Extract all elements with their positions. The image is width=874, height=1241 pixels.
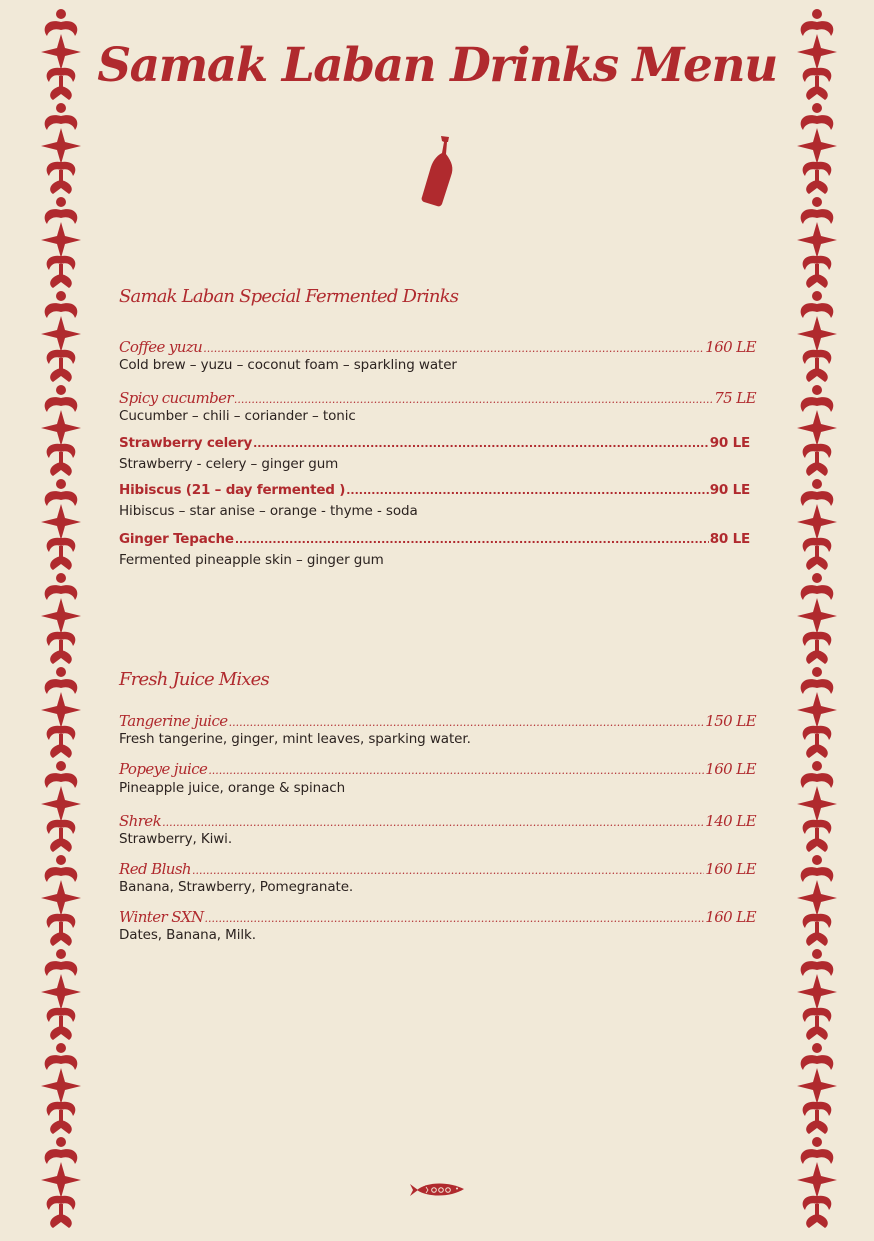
dot-leader <box>229 716 705 729</box>
item-price: 90 LE <box>709 482 750 498</box>
item-name: Shrek <box>119 812 162 830</box>
dot-leader <box>203 342 704 355</box>
section-title-fermented: Samak Laban Special Fermented Drinks <box>119 286 459 307</box>
dot-leader <box>346 484 708 497</box>
item-name: Tangerine juice <box>119 712 228 730</box>
menu-item <box>119 860 756 896</box>
item-name: Ginger Tepache <box>119 531 234 547</box>
item-description: Dates, Banana, Milk. <box>119 927 256 943</box>
item-description: Strawberry - celery – ginger gum <box>119 456 339 472</box>
dot-leader <box>205 912 705 925</box>
item-price: 160 LE <box>705 908 756 926</box>
menu-item <box>119 531 750 569</box>
item-price: 75 LE <box>714 389 756 407</box>
item-description: Fresh tangerine, ginger, mint leaves, sparking water. <box>119 731 471 747</box>
menu-title: Samak Laban Drinks Menu <box>97 38 777 93</box>
item-description: Pineapple juice, orange & spinach <box>119 780 346 796</box>
item-description: Strawberry, Kiwi. <box>119 831 233 847</box>
dot-leader <box>208 764 704 777</box>
item-price: 150 LE <box>705 712 756 730</box>
item-price: 160 LE <box>705 860 756 878</box>
right-floral-border <box>795 8 839 1230</box>
dot-leader <box>253 437 709 450</box>
dot-leader <box>234 393 713 406</box>
fish-icon <box>408 1181 466 1204</box>
item-description: Hibiscus – star anise – orange - thyme - soda <box>119 503 418 519</box>
item-name: Hibiscus (21 – day fermented ) <box>119 482 346 498</box>
item-name: Winter SXN <box>119 908 204 926</box>
item-description: Cold brew – yuzu – coconut foam – sparkling water <box>119 357 457 373</box>
dot-leader <box>235 533 709 546</box>
menu-item <box>119 760 756 797</box>
item-description: Cucumber – chili – coriander – tonic <box>119 408 356 424</box>
item-price: 140 LE <box>705 812 756 830</box>
item-name: Red Blush <box>119 860 191 878</box>
item-price: 160 LE <box>705 760 756 778</box>
left-floral-border <box>39 8 83 1230</box>
bottle-icon <box>418 134 458 213</box>
item-name: Strawberry celery <box>119 435 253 451</box>
item-description: Fermented pineapple skin – ginger gum <box>119 552 384 568</box>
menu-item <box>119 435 750 473</box>
item-price: 160 LE <box>705 338 756 356</box>
item-description: Banana, Strawberry, Pomegranate. <box>119 879 354 895</box>
menu-item <box>119 712 756 748</box>
floral-ornament-left <box>39 8 83 1230</box>
dot-leader <box>192 864 704 877</box>
section-title-juice: Fresh Juice Mixes <box>119 669 269 690</box>
item-price: 80 LE <box>709 531 750 547</box>
item-name: Spicy cucumber <box>119 389 233 407</box>
menu-item <box>119 482 750 520</box>
menu-item <box>119 812 756 848</box>
floral-ornament-right <box>795 8 839 1230</box>
menu-item <box>119 908 756 944</box>
menu-item <box>119 389 756 425</box>
item-name: Coffee yuzu <box>119 338 203 356</box>
item-name: Popeye juice <box>119 760 208 778</box>
item-price: 90 LE <box>709 435 750 451</box>
menu-item <box>119 338 756 374</box>
dot-leader <box>162 816 704 829</box>
